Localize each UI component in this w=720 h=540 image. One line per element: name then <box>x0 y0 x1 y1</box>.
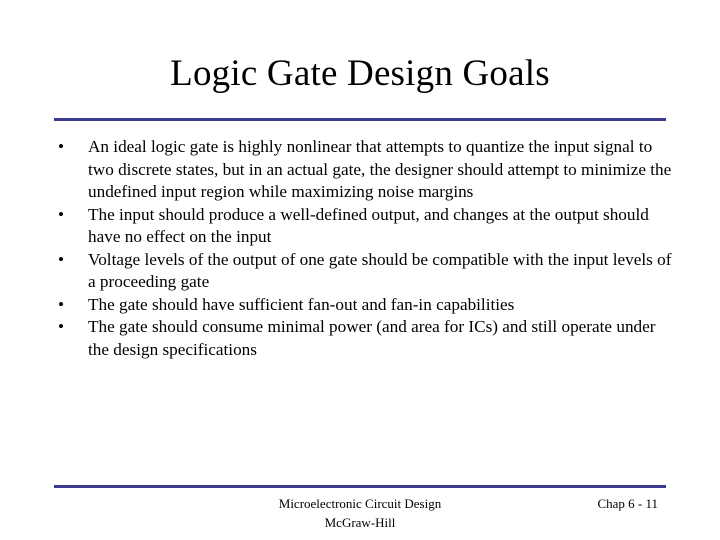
bullet-marker: • <box>58 137 65 156</box>
bullet-text: An ideal logic gate is highly nonlinear that attempts to quantize the input signal to two discrete states, but in an actual gate, the designer should attempt to minimize the undefined input region while maximizing noise margins <box>88 137 672 201</box>
footer-divider <box>54 485 666 488</box>
bullet-text: Voltage levels of the output of one gate should be compatible with the input levels of a proceeding gate <box>88 249 672 291</box>
bullet-list <box>58 136 678 361</box>
bullet-marker: • <box>58 204 65 224</box>
bullet-item <box>58 249 678 294</box>
bullet-text: The gate should have sufficient fan-out and fan-in capabilities <box>88 294 515 314</box>
bullet-text: The gate should consume minimal power (and area for ICs) and still operate under the design specifications <box>88 317 656 359</box>
bullet-item <box>58 294 678 317</box>
bullet-item <box>58 136 678 204</box>
bullet-marker: • <box>58 294 65 314</box>
footer-book-title: Microelectronic Circuit Design <box>278 496 442 511</box>
footer-publisher: McGraw-Hill <box>324 515 396 530</box>
bullet-item <box>58 204 678 249</box>
footer-book-info <box>210 494 510 532</box>
footer-page-ref: Chap 6 - 11 <box>597 496 658 511</box>
bullet-item <box>58 316 678 361</box>
bullet-marker: • <box>58 317 65 336</box>
bullet-text: The input should produce a well-defined output, and changes at the output should have no effect on the input <box>88 204 649 246</box>
bullet-marker: • <box>58 249 65 269</box>
slide-title: Logic Gate Design Goals <box>170 53 550 94</box>
title-divider <box>54 118 666 121</box>
